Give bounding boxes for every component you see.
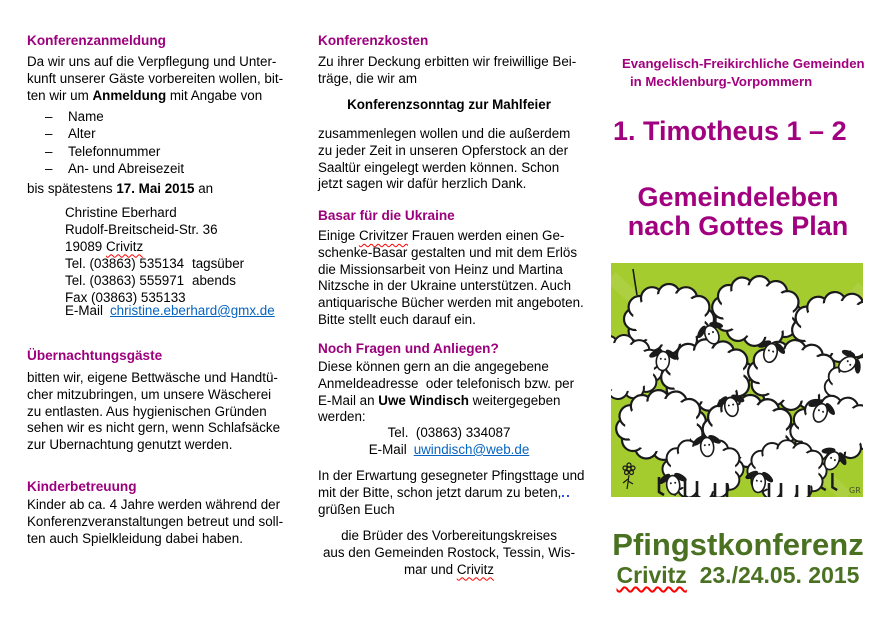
- phone-line: Tel. (03863) 334087: [387, 425, 511, 440]
- text-line: zur Ubernachtung genutzt werden.: [27, 437, 233, 453]
- org-line: Evangelisch-Freikirchliche Gemeinden: [622, 56, 865, 71]
- theme-line: nach Gottes Plan: [627, 210, 849, 241]
- heading-basar: Basar für die Ukraine: [318, 208, 455, 223]
- list-item-label: Name: [68, 109, 104, 124]
- text-line: Konferenzveranstaltungen betreut und soll-: [27, 513, 284, 529]
- kosten-paragraph: [318, 126, 570, 193]
- list-item-label: An- und Abreisezeit: [68, 161, 185, 177]
- heading-konferenzkosten: Konferenzkosten: [318, 33, 429, 48]
- bold-deadline-date: 17. Mai 2015: [116, 181, 195, 196]
- list-item: [27, 125, 184, 142]
- text-line: Anmeldeadresse oder telefonisch bzw. per: [318, 375, 575, 391]
- phone-number: Tel. (03863) 535134: [65, 256, 185, 271]
- anmeldung-list: [27, 108, 184, 178]
- text-line: Saaltür eingelegt werden können. Schon: [318, 159, 560, 175]
- address-name: Christine Eberhard: [65, 205, 177, 220]
- text-line: jetzt sagen wir dafür herzlich Dank.: [318, 176, 527, 192]
- kinder-paragraph: [27, 497, 283, 547]
- closing-signature: [318, 528, 580, 578]
- bible-reference-title: 1. Timotheus 1 – 2: [613, 116, 847, 146]
- text-segment: bis spätestens: [27, 181, 117, 196]
- phone-number: Tel. (03863) 555971: [65, 272, 185, 288]
- email-link-uwindisch[interactable]: uwindisch@web.de: [413, 441, 530, 457]
- bold-word-anmeldung: Anmeldung: [92, 87, 167, 103]
- text-segment: Einige: [318, 228, 359, 243]
- text-line: antiquarische Bücher werden mit angeboten.: [318, 295, 584, 311]
- text-line: [318, 228, 584, 245]
- text-segment: mar und: [403, 561, 457, 577]
- list-dash: –: [45, 161, 53, 177]
- text-line: bitten wir, eigene Bettwäsche und Handtü-: [27, 370, 278, 385]
- spellcheck-word: Crivitz: [456, 561, 495, 577]
- phone-line: [65, 256, 244, 273]
- text-segment: E-Mail an: [318, 392, 379, 408]
- fragen-contact: [318, 425, 580, 459]
- anmeldung-intro: [27, 54, 283, 104]
- bold-name-uwe-windisch: Uwe Windisch: [378, 392, 469, 408]
- address-street: Rudolf-Breitscheid-Str. 36: [65, 221, 218, 237]
- uebernachtung-paragraph: [27, 370, 280, 454]
- phone-line: [65, 273, 244, 290]
- list-dash: –: [45, 109, 53, 124]
- list-item: [27, 160, 184, 177]
- deadline-line: [27, 181, 213, 198]
- email-line: [65, 303, 275, 320]
- text-line: die Missionsarbeit von Heinz und Martina: [318, 261, 563, 277]
- list-dash: –: [45, 143, 53, 159]
- phone-block: [65, 256, 244, 306]
- text-segment: mit Angabe von: [166, 87, 263, 103]
- spellcheck-word: Crivitz: [105, 238, 144, 254]
- phone-note: abends: [192, 272, 236, 288]
- text-line: [27, 88, 283, 105]
- list-item-label: Alter: [68, 126, 96, 142]
- text-segment: weitergegeben: [468, 392, 561, 408]
- heading-konferenzanmeldung: Konferenzanmeldung: [27, 33, 166, 48]
- text-segment: mit der Bitte, schon jetzt darum zu beten,: [318, 484, 562, 500]
- email-link-christine[interactable]: christine.eberhard@gmx.de: [109, 303, 275, 318]
- text-segment: an: [194, 181, 214, 196]
- text-line: [318, 485, 585, 502]
- text-line: [318, 562, 580, 579]
- grammar-check-mark: [562, 489, 569, 497]
- text-line: sehen wir es nicht gern, wenn Schlafsäcke: [27, 420, 281, 436]
- fragen-paragraph: [318, 359, 574, 426]
- closing-paragraph: [318, 468, 585, 518]
- text-line: die Brüder des Vorbereitungskreises: [341, 528, 557, 543]
- svg-text:GR: GR: [849, 486, 861, 495]
- list-item-label: Telefonnummer: [68, 143, 161, 159]
- email-label: E-Mail: [65, 303, 103, 318]
- text-line: zu jeder Zeit in unseren Opferstock an der: [318, 142, 569, 158]
- text-line: werden:: [318, 409, 366, 425]
- text-line: Kinder ab ca. 4 Jahre werden während der: [27, 497, 281, 512]
- heading-uebernachtungsgaeste: Übernachtungsgäste: [27, 348, 163, 363]
- mahlfeier-line: Konferenzsonntag zur Mahlfeier: [347, 97, 551, 112]
- text-segment: 23./24.05. 2015: [686, 562, 860, 588]
- email-label: E-Mail: [368, 441, 407, 457]
- text-line: Da wir uns auf die Verpflegung und Unter-: [27, 54, 277, 69]
- text-line: cher mitzubringen, um unsere Wäscherei: [27, 386, 272, 402]
- conference-theme-title: [600, 183, 876, 240]
- text-segment: 19089: [65, 238, 106, 254]
- basar-paragraph: [318, 228, 584, 329]
- heading-fragen: Noch Fragen und Anliegen?: [318, 341, 499, 356]
- org-line: in Mecklenburg-Vorpommern: [630, 74, 813, 89]
- text-line: Zu ihrer Deckung erbitten wir freiwillige Bei-: [318, 54, 577, 69]
- text-line: [318, 393, 574, 410]
- sheep-flock-illustration: [611, 263, 863, 497]
- contact-address: [65, 205, 218, 255]
- list-item: [27, 143, 184, 160]
- list-dash: –: [45, 126, 53, 142]
- address-city: [65, 239, 218, 256]
- text-line: kunft unserer Gäste vorbereiten wollen, bit-: [27, 70, 284, 86]
- text-line: ten auch Spielkleidung dabei haben.: [27, 530, 243, 546]
- theme-line: Gemeindeleben: [637, 182, 839, 212]
- text-line: grüßen Euch: [318, 501, 395, 517]
- email-line: [318, 442, 580, 459]
- text-segment: Frauen werden einen Ge-: [408, 228, 565, 243]
- text-line: zusammenlegen wollen und die außerdem: [318, 126, 571, 141]
- spellcheck-word: Crivitz: [616, 562, 687, 588]
- text-line: Diese können gern an die angegebene: [318, 359, 549, 374]
- list-item: [27, 108, 184, 125]
- phone-number: Fax (03863) 535133: [65, 289, 186, 305]
- text-line: schenke-Basar gestalten und mit dem Erlös: [318, 244, 578, 260]
- heading-kinderbetreuung: Kinderbetreuung: [27, 479, 137, 494]
- text-line: Bitte stellt euch darauf ein.: [318, 311, 476, 327]
- text-line: träge, die wir am: [318, 70, 417, 86]
- text-line: In der Erwartung gesegneter Pfingsttage und: [318, 468, 585, 483]
- phone-note: tagsüber: [192, 256, 245, 271]
- spellcheck-word: Crivitzer: [358, 228, 409, 243]
- event-title: Pfingstkonferenz: [612, 527, 864, 562]
- organization-header: [600, 55, 890, 91]
- event-date-line: [600, 562, 876, 589]
- text-line: Nitzsche in der Ukraine unterstützen. Auch: [318, 278, 572, 294]
- kosten-intro: [318, 54, 576, 88]
- text-line: zu entlasten. Aus hygienischen Gründen: [27, 403, 267, 419]
- text-segment: ten wir um: [27, 87, 93, 103]
- text-line: aus den Gemeinden Rostock, Tessin, Wis-: [322, 544, 576, 560]
